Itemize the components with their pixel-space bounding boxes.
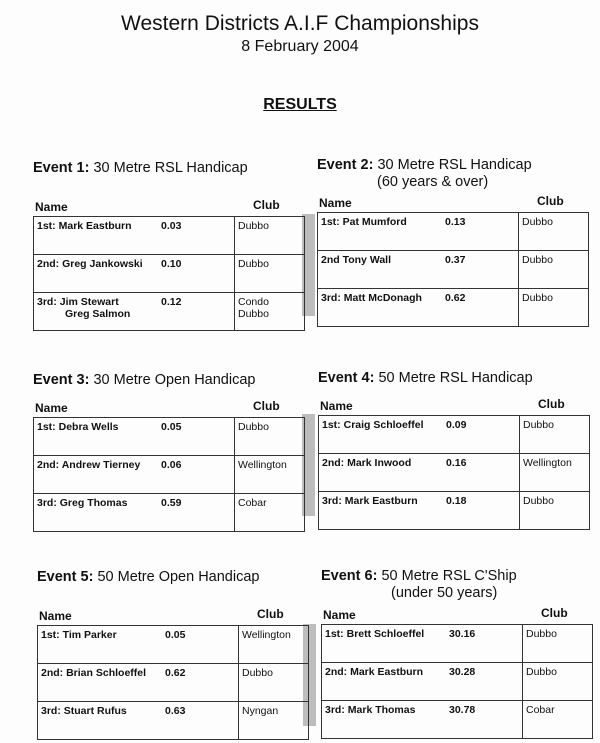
- club-cell: [520, 454, 590, 492]
- name-column-header: Name: [39, 609, 72, 623]
- result-time: 30.16: [449, 628, 476, 640]
- table-row: [38, 626, 309, 664]
- place: 1st:: [37, 421, 56, 433]
- event-1-block: [33, 160, 305, 330]
- club-column-header: Club: [253, 399, 280, 413]
- club-name-2: Dubbo: [238, 308, 269, 320]
- event-5-block: [37, 569, 309, 739]
- result-time: 0.12: [161, 296, 182, 308]
- athlete-name: Mark Eastburn: [344, 495, 418, 507]
- result-time: 0.59: [161, 497, 182, 509]
- result-name-cell: [318, 251, 519, 289]
- table-row: [318, 251, 589, 289]
- club-name: Condo: [238, 296, 269, 308]
- place: 2nd: [321, 254, 340, 266]
- club-cell: [235, 494, 305, 532]
- club-column-header: Club: [537, 194, 564, 208]
- result-time: 30.78: [449, 704, 476, 716]
- club-cell: [519, 251, 589, 289]
- event-label: Event 3:: [33, 372, 90, 388]
- event-name: 30 Metre Open Handicap: [93, 372, 256, 388]
- club-column-header: Club: [538, 397, 565, 411]
- results-table: [321, 624, 593, 739]
- table-row: [318, 213, 589, 251]
- results-table: [317, 212, 589, 327]
- result-name-cell: [34, 456, 235, 494]
- result-name-cell: [34, 293, 235, 331]
- athlete-name: Greg Thomas: [59, 497, 128, 509]
- club-name: Dubbo: [523, 495, 554, 507]
- place: 3rd:: [41, 705, 61, 717]
- athlete-name: Brian Schloeffel: [66, 667, 147, 679]
- event-title: [317, 157, 532, 174]
- place: 1st:: [322, 419, 341, 431]
- place: 3rd:: [37, 296, 57, 308]
- name-column-header: Name: [323, 608, 356, 622]
- result-name-cell: [319, 492, 520, 530]
- club-cell: [520, 416, 590, 454]
- results-table: [33, 216, 305, 331]
- athlete-name: Greg Jankowski: [62, 258, 143, 270]
- name-column-header: Name: [319, 196, 352, 210]
- result-name-cell: [34, 494, 235, 532]
- table-row: [34, 293, 305, 331]
- result-name-cell: [34, 255, 235, 293]
- club-name: Dubbo: [238, 258, 269, 270]
- event-name: 50 Metre Open Handicap: [97, 569, 260, 585]
- athlete-name: Tony Wall: [342, 254, 392, 266]
- event-label: Event 2:: [317, 157, 374, 173]
- place: 2nd:: [41, 667, 64, 679]
- club-cell: [519, 289, 589, 327]
- result-name-cell: [38, 626, 239, 664]
- result-time: 0.05: [165, 629, 186, 641]
- club-name: Dubbo: [526, 666, 557, 678]
- table-row: [322, 625, 593, 663]
- table-row: [38, 664, 309, 702]
- place: 2nd:: [322, 457, 345, 469]
- club-cell: [239, 702, 309, 740]
- athlete-name: Brett Schloeffel: [346, 628, 425, 640]
- name-column-header: Name: [320, 399, 353, 413]
- event-4-block: [318, 370, 590, 540]
- results-table: [318, 415, 590, 530]
- event-title: [318, 370, 533, 387]
- place: 2nd:: [37, 459, 60, 471]
- place: 1st:: [37, 220, 56, 232]
- result-name-cell: [318, 213, 519, 251]
- event-label: Event 4:: [318, 370, 375, 386]
- table-row: [34, 418, 305, 456]
- result-time: 0.10: [161, 258, 182, 270]
- result-time: 30.28: [449, 666, 476, 678]
- table-row: [319, 454, 590, 492]
- result-time: 0.05: [161, 421, 182, 433]
- athlete-name: Matt McDonagh: [343, 292, 422, 304]
- club-name: Dubbo: [522, 292, 553, 304]
- table-row: [319, 416, 590, 454]
- result-time: 0.09: [446, 419, 467, 431]
- club-cell: [239, 626, 309, 664]
- document-date: 8 February 2004: [241, 38, 359, 55]
- club-column-header: Club: [541, 606, 568, 620]
- event-label: Event 1:: [33, 160, 90, 176]
- club-cell: [523, 663, 593, 701]
- club-name: Nyngan: [242, 705, 279, 717]
- club-cell: [235, 293, 305, 331]
- table-row: [319, 492, 590, 530]
- place: 3rd:: [325, 704, 345, 716]
- result-time: 0.18: [446, 495, 467, 507]
- event-title: [37, 569, 259, 586]
- event-name: 50 Metre RSL C'Ship: [381, 568, 517, 584]
- results-table: [33, 417, 305, 532]
- club-cell: [239, 664, 309, 702]
- club-name: Dubbo: [238, 421, 269, 433]
- athlete-name: Mark Eastburn: [58, 220, 132, 232]
- event-title: [321, 568, 517, 585]
- result-name-cell: [322, 625, 523, 663]
- place: 2nd:: [325, 666, 348, 678]
- result-name-cell: [322, 663, 523, 701]
- club-cell: [520, 492, 590, 530]
- club-name: Cobar: [238, 497, 267, 509]
- event-name: 50 Metre RSL Handicap: [378, 370, 533, 386]
- club-name: Dubbo: [522, 216, 553, 228]
- table-row: [38, 702, 309, 740]
- club-name: Dubbo: [523, 419, 554, 431]
- table-row: [34, 494, 305, 532]
- club-cell: [235, 418, 305, 456]
- result-time: 0.06: [161, 459, 182, 471]
- event-label: Event 6:: [321, 568, 378, 584]
- athlete-name: Mark Thomas: [347, 704, 416, 716]
- athlete-name: Pat Mumford: [342, 216, 407, 228]
- club-name: Wellington: [523, 457, 572, 469]
- table-row: [34, 255, 305, 293]
- athlete-name: Jim Stewart: [59, 296, 119, 308]
- event-name: 30 Metre RSL Handicap: [377, 157, 532, 173]
- club-cell: [235, 217, 305, 255]
- result-name-cell: [34, 418, 235, 456]
- event-subtitle: (60 years & over): [377, 174, 489, 190]
- result-time: 0.13: [445, 216, 466, 228]
- place: 3rd:: [322, 495, 342, 507]
- result-name-cell: [34, 217, 235, 255]
- event-title: [33, 372, 255, 389]
- place: 1st:: [41, 629, 60, 641]
- athlete-name: Mark Eastburn: [350, 666, 424, 678]
- result-time: 0.16: [446, 457, 467, 469]
- athlete-name: Craig Schloeffel: [343, 419, 424, 431]
- event-3-block: [33, 372, 305, 542]
- club-cell: [523, 701, 593, 739]
- club-name: Wellington: [238, 459, 287, 471]
- name-column-header: Name: [35, 200, 68, 214]
- result-time: 0.62: [165, 667, 186, 679]
- club-name: Dubbo: [522, 254, 553, 266]
- club-name: Dubbo: [238, 220, 269, 232]
- club-cell: [519, 213, 589, 251]
- result-name-cell: [319, 454, 520, 492]
- result-name-cell: [319, 416, 520, 454]
- athlete-name: Stuart Rufus: [63, 705, 127, 717]
- club-cell: [235, 456, 305, 494]
- athlete-name: Tim Parker: [62, 629, 117, 641]
- result-name-cell: [318, 289, 519, 327]
- athlete-name: Debra Wells: [58, 421, 119, 433]
- table-row: [322, 663, 593, 701]
- event-2-block: [317, 157, 589, 327]
- event-title: [33, 160, 248, 177]
- place: 2nd:: [37, 258, 60, 270]
- document-title: Western Districts A.I.F Championships: [121, 12, 479, 35]
- table-row: [34, 217, 305, 255]
- event-label: Event 5:: [37, 569, 94, 585]
- event-subtitle: (under 50 years): [391, 585, 498, 601]
- result-time: 0.37: [445, 254, 466, 266]
- name-column-header: Name: [35, 401, 68, 415]
- club-column-header: Club: [257, 607, 284, 621]
- table-row: [318, 289, 589, 327]
- athlete-name-2: Greg Salmon: [65, 308, 131, 320]
- results-heading: RESULTS: [263, 96, 337, 113]
- table-row: [322, 701, 593, 739]
- club-name: Cobar: [526, 704, 555, 716]
- athlete-name: Andrew Tierney: [61, 459, 141, 471]
- club-name: Dubbo: [242, 667, 273, 679]
- place: 1st:: [321, 216, 340, 228]
- result-time: 0.63: [165, 705, 186, 717]
- club-name: Wellington: [242, 629, 291, 641]
- club-cell: [523, 625, 593, 663]
- result-name-cell: [38, 702, 239, 740]
- club-name: Dubbo: [526, 628, 557, 640]
- club-cell: [235, 255, 305, 293]
- result-time: 0.03: [161, 220, 182, 232]
- result-name-cell: [38, 664, 239, 702]
- table-row: [34, 456, 305, 494]
- athlete-name: Mark Inwood: [347, 457, 412, 469]
- place: 1st:: [325, 628, 344, 640]
- results-table: [37, 625, 309, 740]
- place: 3rd:: [321, 292, 341, 304]
- result-name-cell: [322, 701, 523, 739]
- event-name: 30 Metre RSL Handicap: [93, 160, 248, 176]
- place: 3rd:: [37, 497, 57, 509]
- event-6-block: [321, 568, 593, 738]
- result-time: 0.62: [445, 292, 466, 304]
- club-column-header: Club: [253, 198, 280, 212]
